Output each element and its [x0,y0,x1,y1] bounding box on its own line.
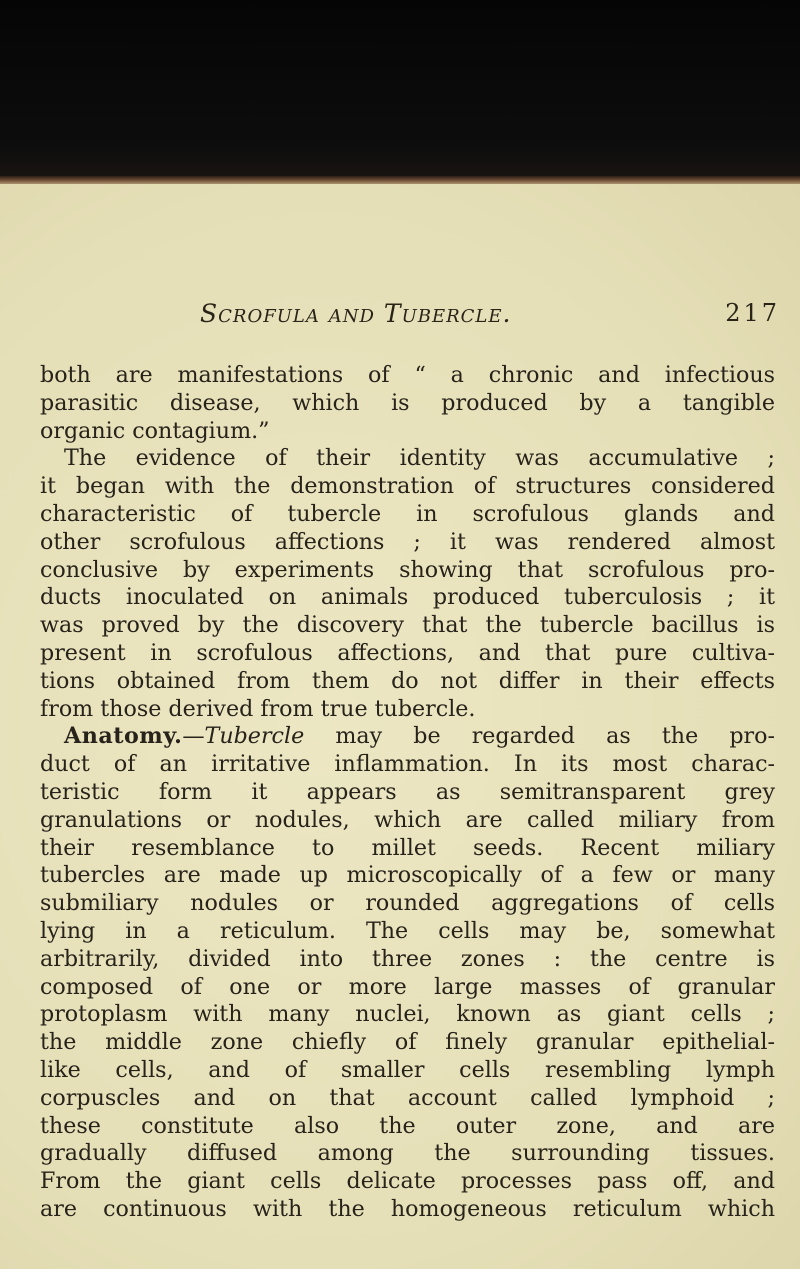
text-line: submiliary nodules or rounded aggregations of cells [40,890,775,917]
text-line: was proved by the discovery that the tubercle bacillus is [40,612,775,639]
text-line-rest: may be regarded as the pro- [304,723,775,750]
em-dash: — [182,723,205,750]
text-line: corpuscles and on that account called lymphoid ; [40,1084,775,1111]
text-line: The evidence of their identity was accumulative ; [64,445,775,472]
text-line: conclusive by experiments showing that scrofulous pro- [40,556,775,583]
text-line: granulations or nodules, which are called miliary from [40,806,775,833]
page-number: 217 [725,299,780,327]
text-line: their resemblance to millet seeds. Recent miliary [40,834,775,861]
text-line: parasitic disease, which is produced by a tangible [40,389,775,416]
text-line: lying in a reticulum. The cells may be, somewhat [40,917,775,944]
text-line: other scrofulous affections ; it was rendered almost [40,528,775,555]
anatomy-paragraph-start [40,723,775,751]
text-line: gradually diffused among the surrounding tissues. [40,1140,775,1167]
text-line: teristic form it appears as semitransparent grey [40,778,775,805]
text-line: tubercles are made up microscopically of a few or many [40,862,775,889]
running-head [200,295,780,335]
body-text [40,362,775,1224]
text-line: arbitrarily, divided into three zones : the centre is [40,945,775,972]
text-line: tions obtained from them do not differ in their effects [40,667,775,694]
text-line: characteristic of tubercle in scrofulous glands and [40,500,775,527]
text-line: present in scrofulous affections, and that pure cultiva- [40,639,775,666]
text-line: protoplasm with many nuclei, known as giant cells ; [40,1001,775,1028]
scan-black-margin [0,0,800,182]
text-line: composed of one or more large masses of granular [40,973,775,1000]
text-line: ducts inoculated on animals produced tuberculosis ; it [40,584,775,611]
text-line: are continuous with the homogeneous reticulum which [40,1195,775,1222]
text-line: it began with the demonstration of structures considered [40,473,775,500]
text-line: organic contagium.” [40,417,270,444]
term-tubercle: Tubercle [204,723,305,750]
text-line: duct of an irritative inflammation. In its most charac- [40,751,775,778]
text-line: like cells, and of smaller cells resembling lymph [40,1056,775,1083]
text-line: both are manifestations of “ a chronic and infectious [40,362,775,388]
text-line: From the giant cells delicate processes pass off, and [40,1168,775,1195]
running-head-title: Scrofula and Tubercle. [200,299,512,328]
text-line: these constitute also the outer zone, and are [40,1112,775,1139]
section-heading-anatomy: Anatomy. [64,723,183,750]
text-line: from those derived from true tubercle. [40,695,476,722]
text-line: the middle zone chiefly of finely granular epithelial- [40,1029,775,1056]
